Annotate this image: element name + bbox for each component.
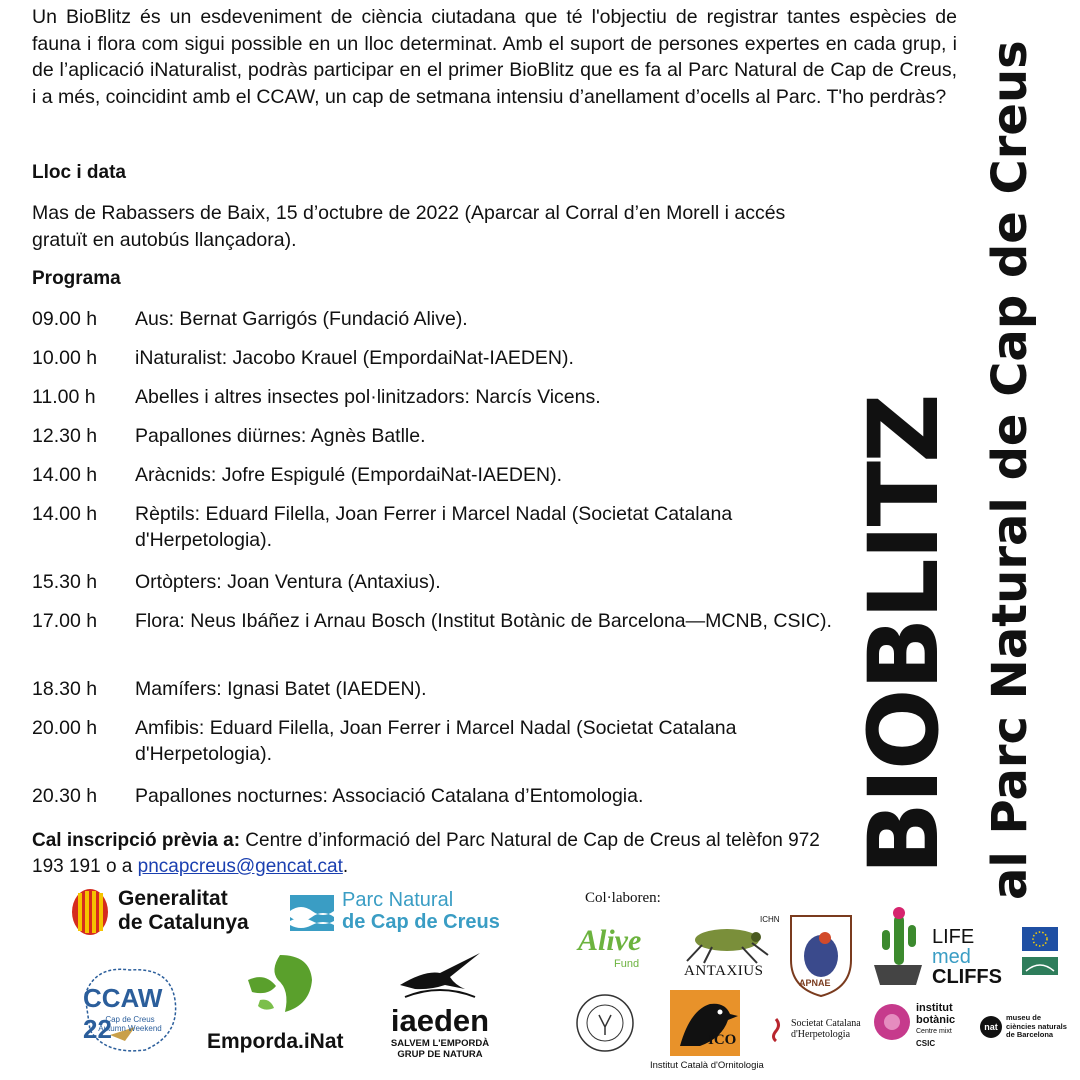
program-desc: Ortòpters: Joan Ventura (Antaxius). — [135, 571, 441, 593]
ccaw-title: CCAW 22 — [83, 983, 163, 1044]
generalitat-line1: Generalitat — [118, 887, 228, 910]
parc-natural-logo — [290, 885, 540, 945]
program-time: 09.00 h — [32, 308, 98, 330]
program-desc: Abelles i altres insectes pol·linitzadors: Narcís Vicens. — [135, 386, 601, 408]
program-desc: Aràcnids: Jofre Espigulé (EmpordaiNat-IAEDEN). — [135, 464, 562, 486]
parc-line2: de Cap de Creus — [342, 911, 500, 933]
program-time: 20.30 h — [32, 785, 98, 807]
eu-flag-icon — [1022, 927, 1058, 951]
museu-line3: de Barcelona — [1006, 1030, 1054, 1039]
program-time: 12.30 h — [32, 425, 98, 447]
program-time: 18.30 h — [32, 678, 98, 700]
generalitat-line2: de Catalunya — [118, 911, 249, 934]
program-heading: Programa — [32, 268, 121, 289]
program-desc: Rèptils: Eduard Filella, Joan Ferrer i Marcel Nadal (Societat Catalana d'Herpetologia). — [135, 503, 733, 551]
alive-sub: Fund — [614, 958, 640, 970]
program-desc: Amfibis: Eduard Filella, Joan Ferrer i Marcel Nadal (Societat Catalana d'Herpetologia). — [135, 717, 737, 765]
herp-line1: Societat Catalana — [791, 1018, 861, 1029]
program-desc: Mamífers: Ignasi Batet (IAEDEN). — [135, 678, 427, 700]
herp-line2: d'Herpetologia — [791, 1029, 851, 1040]
ichn-label: ICHN — [760, 915, 780, 924]
life-medcliffs-logo — [872, 905, 1072, 990]
signup-end: . — [342, 856, 349, 877]
program-desc: Papallones nocturnes: Associació Catalana d’Entomologia. — [135, 785, 644, 807]
program-time: 10.00 h — [32, 347, 98, 369]
ico-full: Institut Català d'Ornitologia — [650, 1060, 764, 1071]
iaeden-name: iaeden — [390, 1003, 490, 1038]
program-time: 17.00 h — [32, 610, 98, 632]
museu-badge: nat — [980, 1016, 1002, 1038]
apnae-name: APNAE — [799, 978, 831, 988]
life-line1: LIFE — [932, 926, 975, 948]
program-desc: Aus: Bernat Garrigós (Fundació Alive). — [135, 308, 468, 330]
emporda-leaf-icon — [240, 950, 320, 1020]
natura2000-icon — [1022, 957, 1058, 975]
iaeden-logo — [375, 945, 505, 1065]
program-time: 11.00 h — [32, 386, 96, 408]
event-subtitle: al Parc Natural de Cap de Creus — [982, 40, 1038, 900]
herpetologia-logo — [765, 1015, 870, 1051]
emporda-name: Emporda.iNat — [207, 1030, 344, 1053]
ico-short: ICO — [708, 1032, 737, 1048]
program-time: 20.00 h — [32, 717, 98, 739]
program-desc: Papallones diürnes: Agnès Batlle. — [135, 425, 426, 447]
botanic-line2: botànic — [916, 1014, 956, 1026]
antaxius-logo — [680, 915, 775, 985]
program-time: 15.30 h — [32, 571, 98, 593]
grasshopper-icon — [682, 915, 772, 965]
location-text: Mas de Rabassers de Baix, 15 d’octubre de 2022 (Aparcar al Corral d’en Morell i accés gratuït en autobús llançadora). — [32, 202, 786, 251]
emporda-inat-logo — [205, 950, 355, 1060]
antaxius-name: ANTAXIUS — [684, 963, 764, 979]
program-desc: iNaturalist: Jacobo Krauel (EmpordaiNat-IAEDEN). — [135, 347, 574, 369]
generalitat-logo — [70, 885, 270, 945]
ico-logo — [650, 990, 770, 1075]
signup-label: Cal inscripció prèvia a: — [32, 830, 241, 851]
life-line3: CLIFFS — [932, 966, 1002, 988]
location-heading: Lloc i data — [32, 162, 126, 183]
museu-line1: museu de — [1006, 1013, 1042, 1022]
program-desc: Flora: Neus Ibáñez i Arnau Bosch (Institut Botànic de Barcelona—MCNB, CSIC). — [135, 610, 832, 632]
cactus-plant-icon — [872, 905, 927, 985]
intro-paragraph: Un BioBlitz és un esdeveniment de ciència ciutadana que té l'objectiu de registrar tantes espècies de fauna i flora com sigui possible en un lloc determinat. Amb el suport de persones expertes en cada grup, i de l’aplicació iNaturalist, podràs participar en el primer BioBlitz que es fa al Parc Natural de Cap de Creus, i a més, coincidint amb el CCAW, un cap de setmana intensiu d’anellament d’ocells al Parc. T'ho perdràs? — [32, 6, 957, 108]
parc-wave-icon — [290, 891, 334, 935]
apnae-logo — [785, 910, 860, 1000]
flower-icon — [872, 1002, 912, 1042]
program-time: 14.00 h — [32, 464, 98, 486]
generalitat-emblem-icon — [70, 887, 110, 937]
alive-fund-logo — [578, 920, 673, 975]
life-line2: med — [932, 946, 971, 968]
alive-name: Alive — [578, 924, 642, 957]
signup-email-link[interactable]: pncapcreus@gencat.cat — [137, 856, 343, 877]
program-time: 14.00 h — [32, 503, 98, 525]
event-title: BIOBLITZ — [848, 395, 960, 875]
salamander-icon — [765, 1017, 787, 1043]
museu-line2: ciències naturals — [1006, 1021, 1067, 1031]
ccaw-logo — [75, 955, 185, 1065]
iaeden-tagline2: GRUP DE NATURA — [397, 1049, 483, 1060]
ccaw-subtitle: Cap de Creus Autumn Weekend — [98, 1015, 162, 1033]
botanic-line3: Centre mixt — [916, 1028, 952, 1035]
signup-text: Centre d’informació del Parc Natural de Cap de Creus al telèfon 972 193 191 o a — [32, 830, 820, 877]
botanic-line1: institut — [916, 1002, 953, 1014]
entomologia-logo — [575, 993, 635, 1053]
crane-bird-icon — [395, 945, 485, 1005]
iaeden-tagline1: SALVEM L'EMPORDÀ — [390, 1038, 490, 1049]
parc-line1: Parc Natural — [342, 889, 454, 911]
botanic-line4: CSIC — [916, 1039, 936, 1048]
signup-notice — [32, 828, 832, 880]
institut-botanic-logo — [872, 1000, 977, 1055]
entomologia-seal-icon — [575, 993, 635, 1053]
museu-ciencies-logo — [980, 1012, 1075, 1048]
collaborators-label: Col·laboren: — [585, 890, 661, 906]
